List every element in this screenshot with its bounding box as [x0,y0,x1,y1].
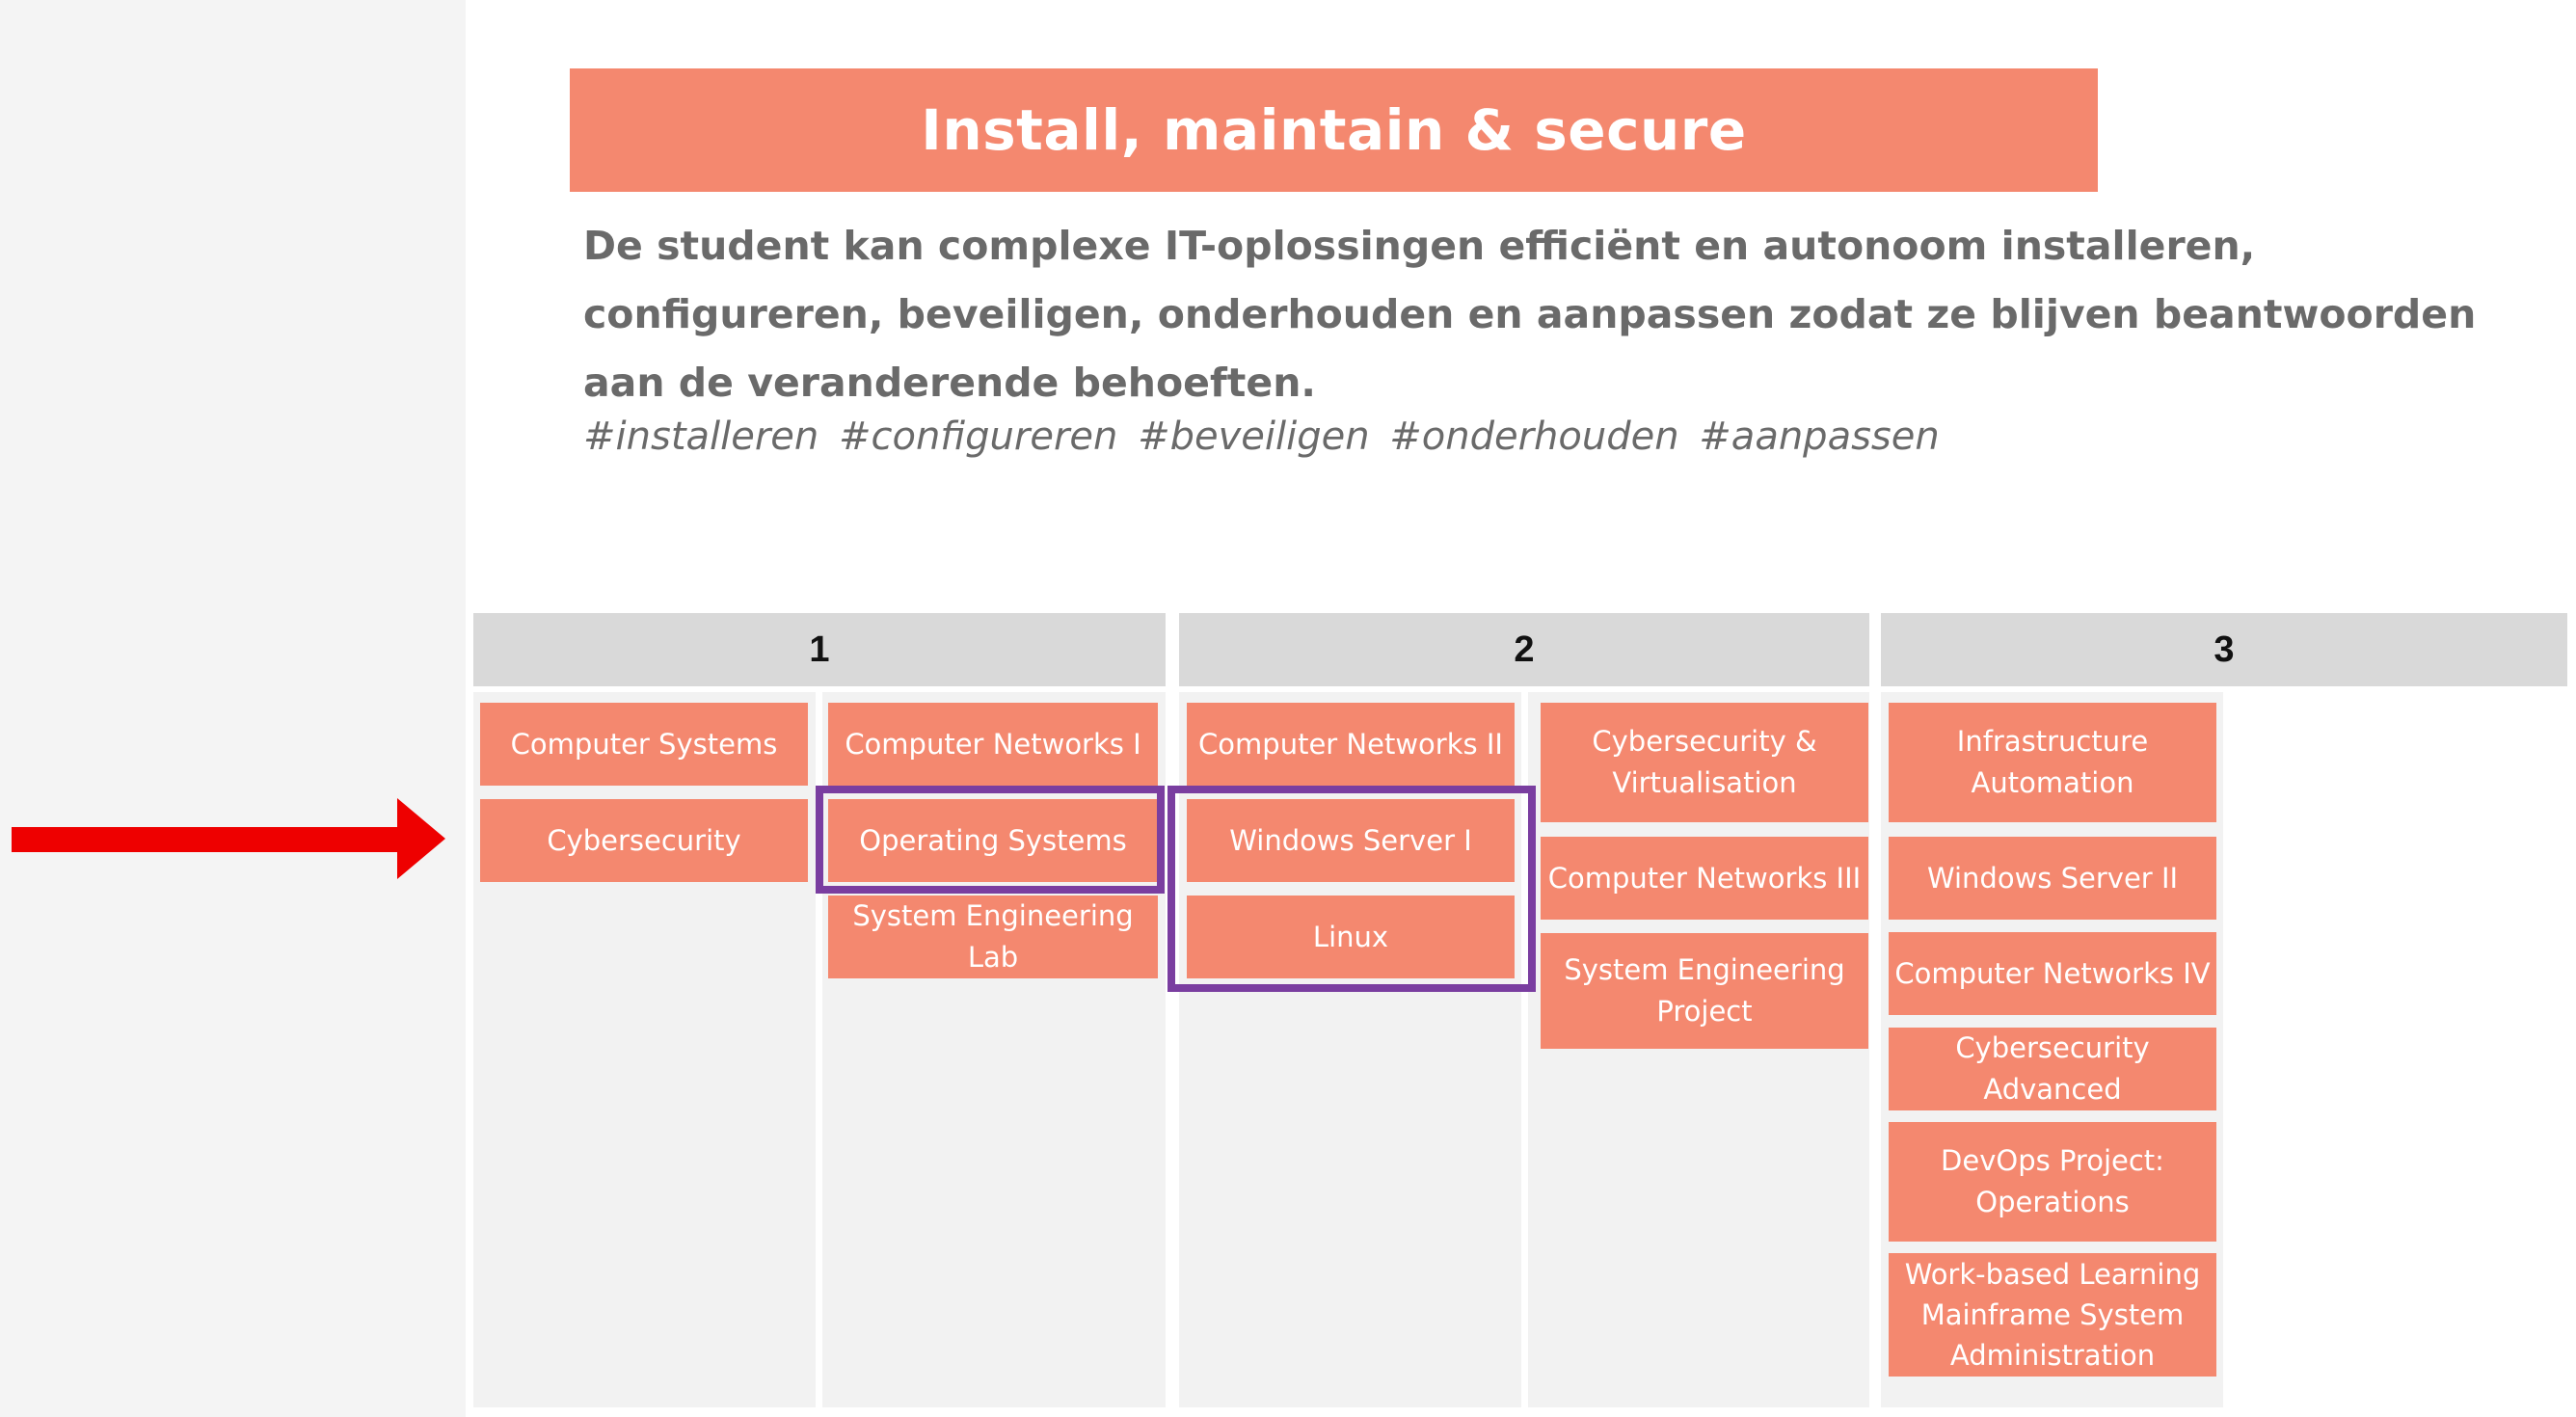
course-system-engineering-lab: System Engineering Lab [828,896,1158,978]
description-line: aan de veranderende behoeften. [583,360,1316,406]
course-computer-networks-2: Computer Networks II [1187,703,1515,786]
description [583,212,2477,417]
course-computer-networks-1: Computer Networks I [828,703,1158,786]
column-header-3: 3 [1881,613,2567,686]
slide [466,0,2576,1417]
course-infrastructure-automation: Infrastructure Automation [1889,703,2216,822]
hashtags: #installeren #configureren #beveiligen #onderhouden #aanpassen [583,414,1940,459]
course-windows-server-2: Windows Server II [1889,837,2216,920]
highlight-frame [816,786,1165,894]
description-line: De student kan complexe IT-oplossingen efficiënt en autonoom installeren, [583,223,2256,269]
course-cybersecurity-advanced: Cybersecurity Advanced [1889,1028,2216,1110]
course-cybersecurity-virtualisation: Cybersecurity & Virtualisation [1541,703,1868,822]
red-arrow-icon [12,798,445,879]
column-header-2: 2 [1179,613,1869,686]
description-line: configureren, beveiligen, onderhouden en aanpassen zodat ze blijven beantwoorden [583,291,2477,337]
course-windows-server-1: Windows Server I [1187,799,1515,882]
course-work-based-learning: Work-based Learning Mainframe System Administration [1889,1253,2216,1377]
course-operating-systems: Operating Systems [828,799,1158,882]
course-linux: Linux [1187,896,1515,978]
course-devops-project: DevOps Project: Operations [1889,1122,2216,1242]
course-computer-networks-4: Computer Networks IV [1889,932,2216,1015]
course-cybersecurity: Cybersecurity [480,799,808,882]
course-computer-networks-3: Computer Networks III [1541,837,1868,920]
course-system-engineering-project: System Engineering Project [1541,933,1868,1049]
page-title: Install, maintain & secure [570,68,2098,192]
course-computer-systems: Computer Systems [480,703,808,786]
highlight-frame [1167,786,1536,992]
column-header-1: 1 [473,613,1166,686]
